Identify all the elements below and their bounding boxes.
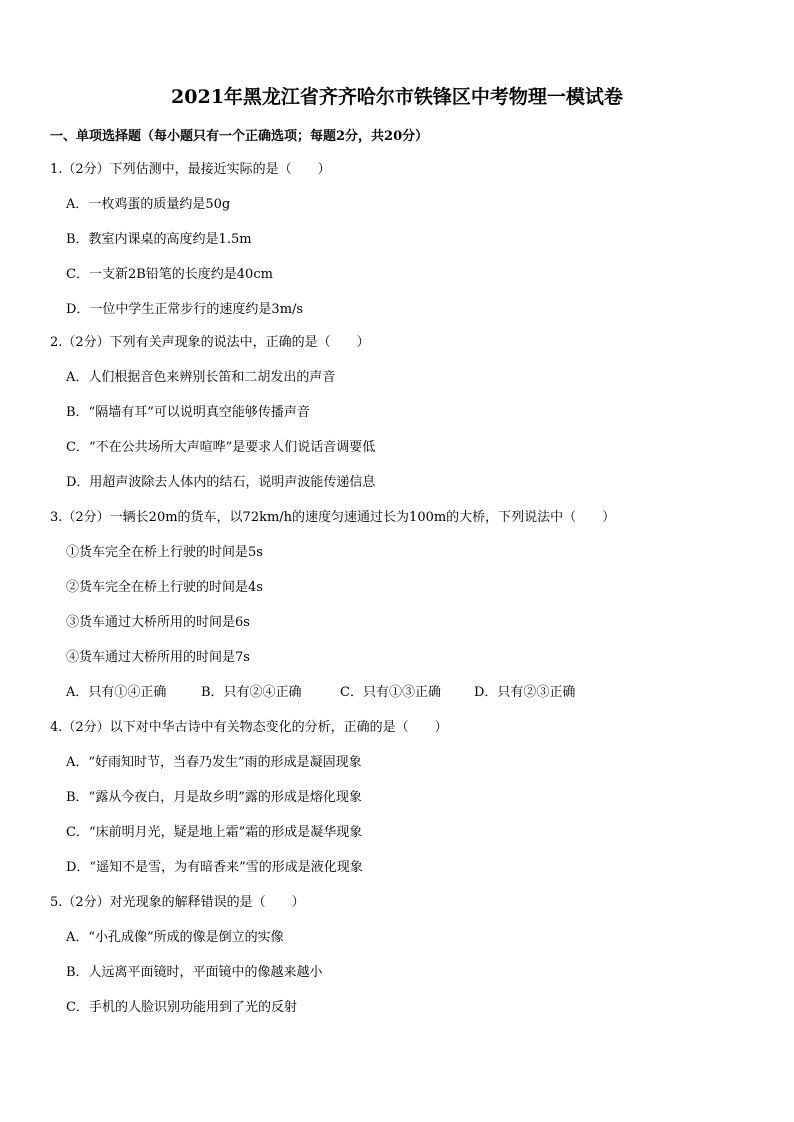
question-3-stem: 3.（2分）一辆长20m的货车，以72km/h的速度匀速通过长为100m的大桥，下列说法中（ ）	[50, 510, 616, 525]
question-2-option-d: D．用超声波除去人体内的结石，说明声波能传递信息	[66, 475, 376, 490]
question-2-option-c: C．“不在公共场所大声喧哗”是要求人们说话音调要低	[66, 440, 376, 455]
question-3-options-row	[66, 683, 626, 703]
question-3-option-a: A．只有①④正确	[66, 685, 167, 700]
question-4-option-d: D．“遥知不是雪，为有暗香来”雪的形成是液化现象	[66, 860, 363, 875]
question-3-statement-4: ④货车通过大桥所用的时间是7s	[66, 650, 250, 665]
question-1-option-b: B．教室内课桌的高度约是1.5m	[66, 232, 252, 247]
question-1-option-d: D．一位中学生正常步行的速度约是3m/s	[66, 302, 304, 317]
question-1-option-c: C．一支新2B铅笔的长度约是40cm	[66, 267, 273, 282]
question-3-statement-3: ③货车通过大桥所用的时间是6s	[66, 615, 250, 630]
question-1-option-a: A．一枚鸡蛋的质量约是50g	[66, 197, 231, 212]
question-3-option-c: C．只有①③正确	[340, 685, 441, 700]
question-5-option-c: C．手机的人脸识别功能用到了光的反射	[66, 1000, 297, 1015]
question-1-stem: 1.（2分）下列估测中，最接近实际的是（ ）	[50, 162, 331, 177]
question-2-stem: 2.（2分）下列有关声现象的说法中，正确的是（ ）	[50, 335, 370, 350]
section-heading: 一、单项选择题（每小题只有一个正确选项；每题2分，共20分）	[50, 129, 429, 144]
question-3-statement-2: ②货车完全在桥上行驶的时间是4s	[66, 580, 263, 595]
question-5-stem: 5.（2分）对光现象的解释错误的是（ ）	[50, 895, 305, 910]
question-5-option-b: B．人远离平面镜时，平面镜中的像越来越小	[66, 965, 323, 980]
question-2-option-a: A．人们根据音色来辨别长笛和二胡发出的声音	[66, 370, 336, 385]
question-4-option-b: B．“露从今夜白，月是故乡明”露的形成是熔化现象	[66, 790, 362, 805]
question-4-stem: 4.（2分）以下对中华古诗中有关物态变化的分析，正确的是（ ）	[50, 720, 448, 735]
page-title: 2021年黑龙江省齐齐哈尔市铁锋区中考物理一模试卷	[171, 86, 623, 108]
question-3-option-d: D．只有②③正确	[474, 685, 576, 700]
question-4-option-c: C．“床前明月光，疑是地上霜”霜的形成是凝华现象	[66, 825, 363, 840]
question-3-statement-1: ①货车完全在桥上行驶的时间是5s	[66, 545, 263, 560]
question-3-option-b: B．只有②④正确	[201, 685, 302, 700]
question-4-option-a: A．“好雨知时节，当春乃发生”雨的形成是凝固现象	[66, 755, 362, 770]
question-5-option-a: A．“小孔成像”所成的像是倒立的实像	[66, 930, 284, 945]
question-2-option-b: B．“隔墙有耳”可以说明真空能够传播声音	[66, 405, 310, 420]
